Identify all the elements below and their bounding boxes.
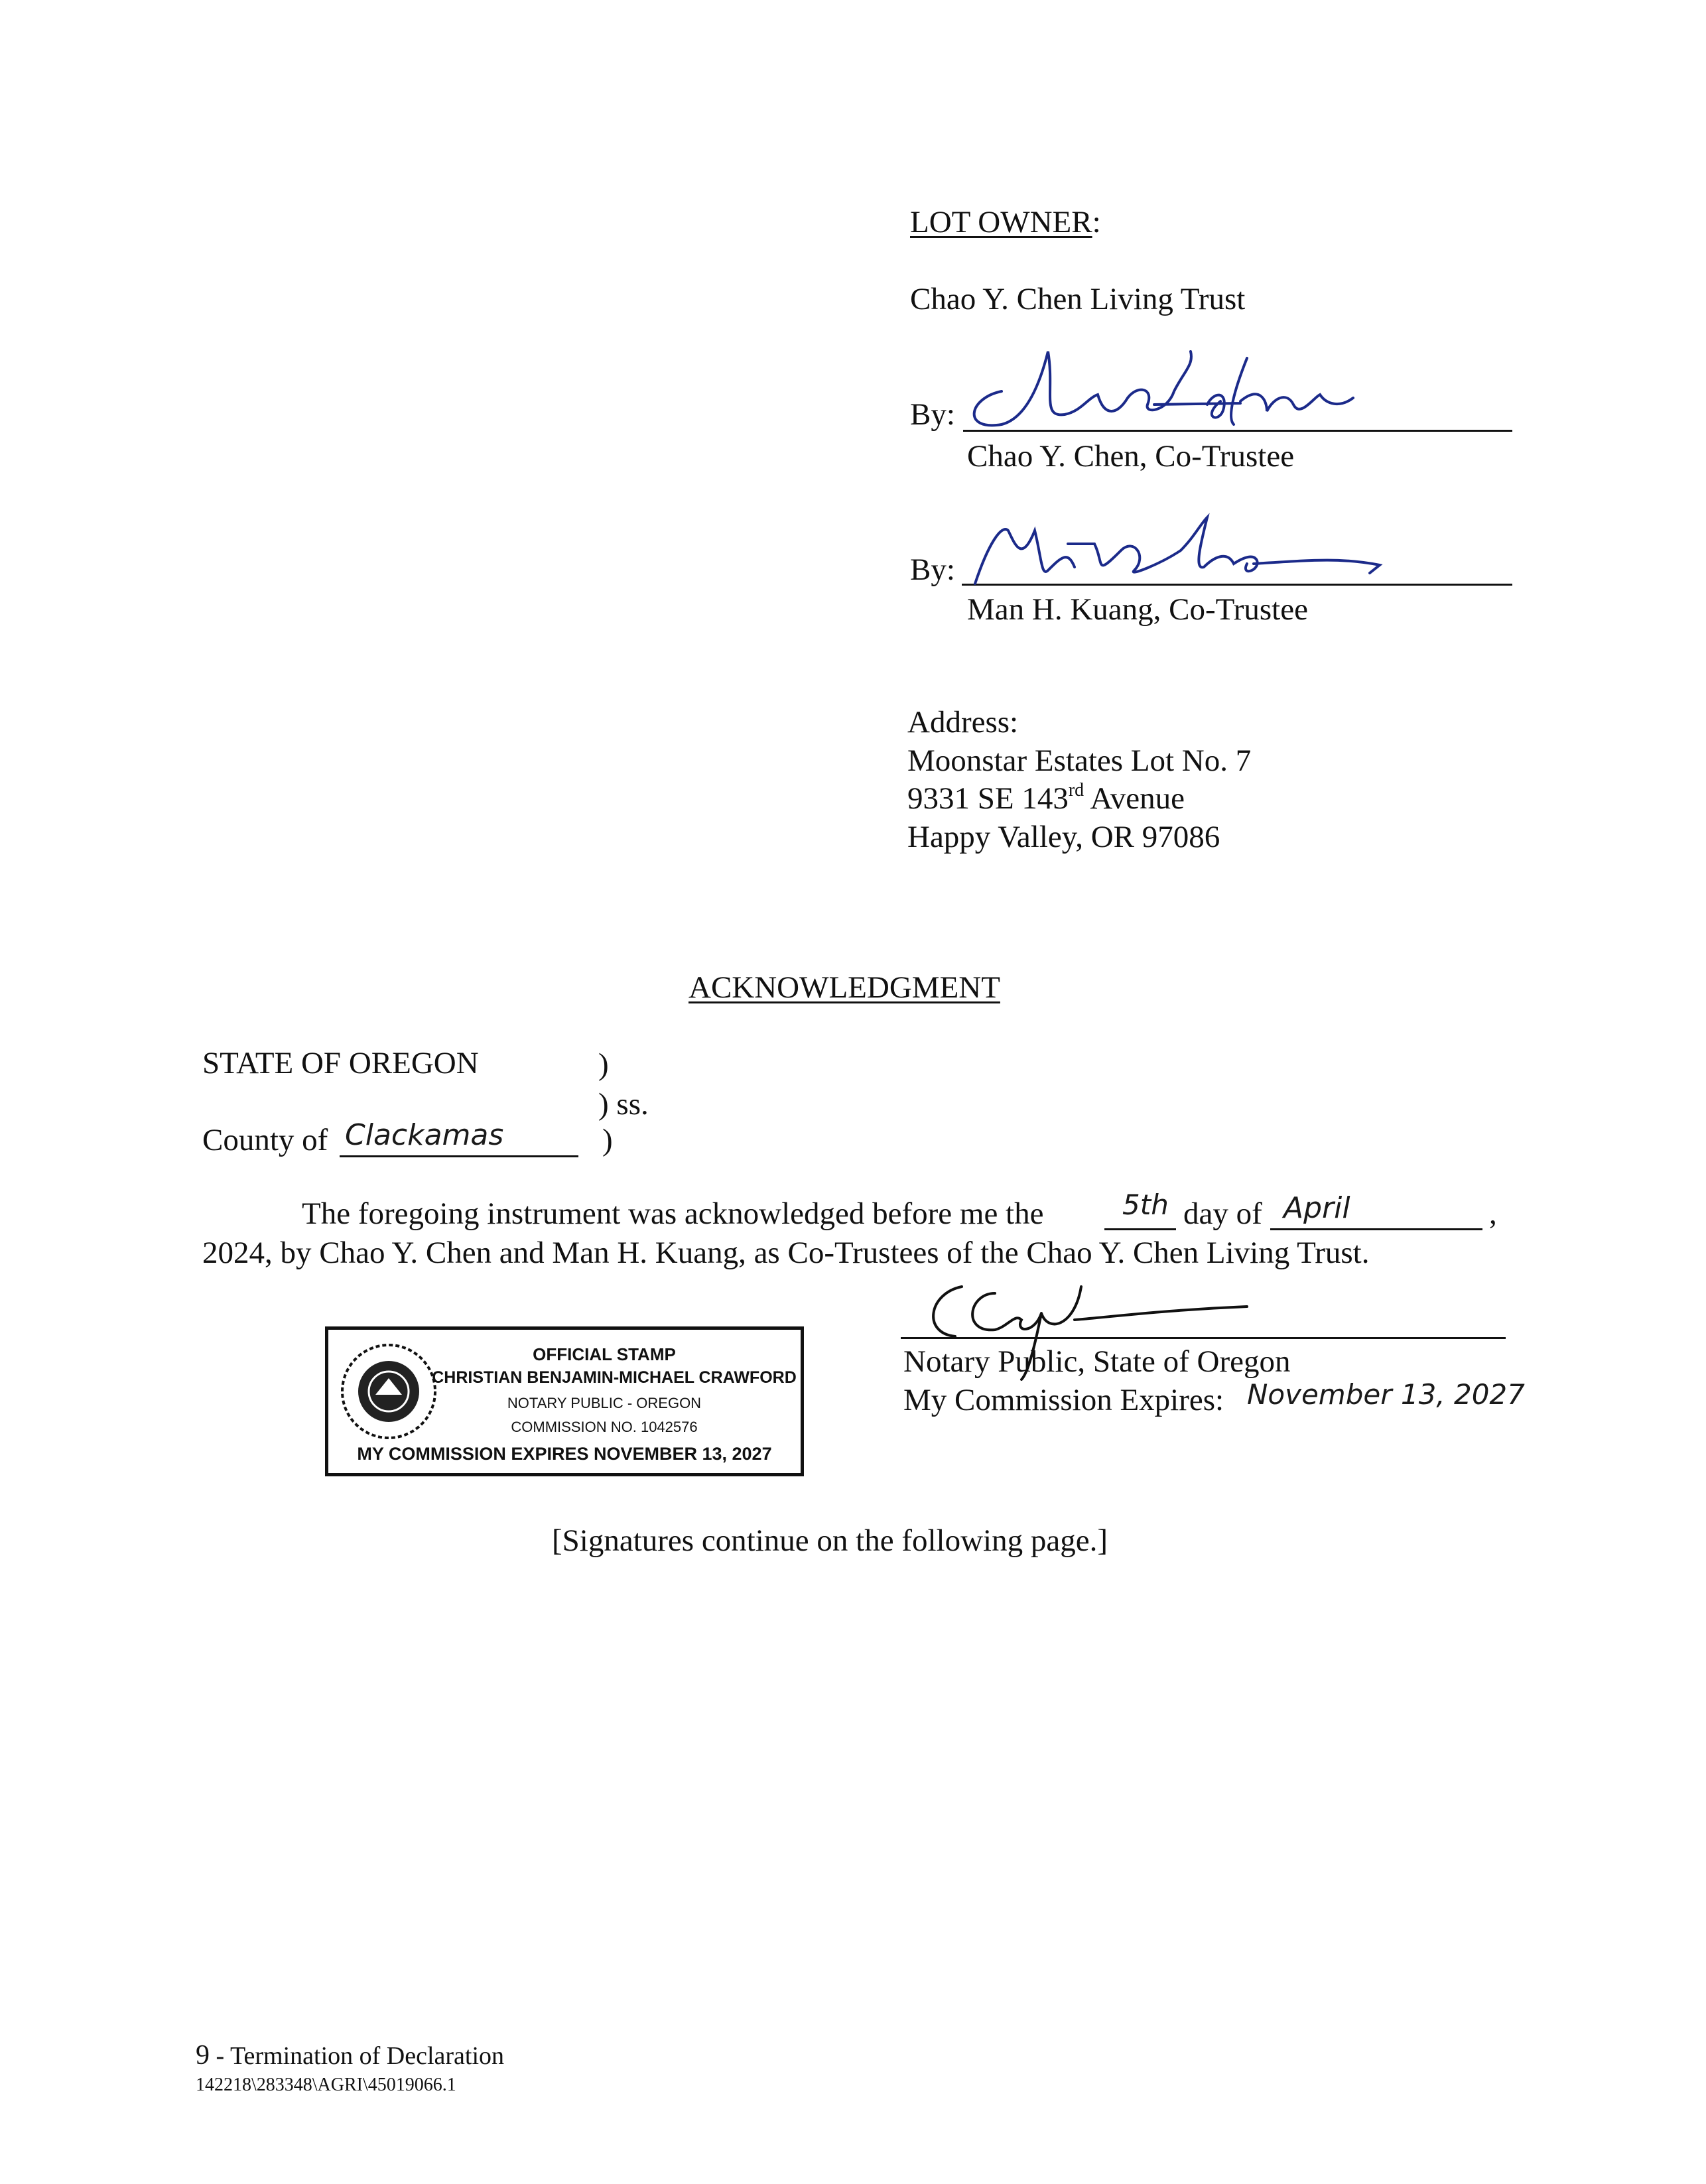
day-of-label: day of [1183,1196,1262,1231]
commission-label: My Commission Expires: [903,1383,1224,1417]
day-line [1104,1228,1176,1230]
address-label: Address: [907,705,1019,739]
trust-name: Chao Y. Chen Living Trust [910,282,1246,316]
stamp-line-1: OFFICIAL STAMP [533,1344,676,1364]
county-value: Clackamas [345,1118,504,1152]
county-line [340,1155,578,1157]
address-line-2 [907,780,1185,816]
month-line [1270,1228,1482,1230]
commission-value: November 13, 2027 [1247,1378,1525,1411]
signer-2-name: Man H. Kuang, Co-Trustee [967,592,1308,627]
ss-label: ) ss. [598,1087,649,1122]
notary-title: Notary Public, State of Oregon [903,1344,1291,1379]
stamp-line-3: NOTARY PUBLIC - OREGON [507,1395,702,1411]
acknowledgment-title: ACKNOWLEDGMENT [689,970,1000,1005]
day-value: 5th [1122,1188,1169,1221]
address-line-3: Happy Valley, OR 97086 [907,820,1220,854]
lot-owner-heading-text: LOT OWNER [910,205,1092,239]
address-line-2-post: Avenue [1084,781,1185,816]
state-paren: ) [598,1047,609,1082]
ack-body-line-1 [302,1198,1043,1230]
state-label: STATE OF OREGON [202,1046,479,1080]
address-line-2-sup: rd [1068,780,1084,801]
by-label-2: By: [910,552,955,587]
notary-signature-line [901,1337,1506,1339]
month-value: April [1283,1191,1350,1225]
month-comma: , [1489,1196,1497,1231]
signer-1-name: Chao Y. Chen, Co-Trustee [967,439,1295,474]
ack-body-line-2: 2024, by Chao Y. Chen and Man H. Kuang, as Co-Trustees of the Chao Y. Chen Living Trust. [202,1236,1370,1270]
footer-page-number: 9 [196,2040,210,2071]
stamp-line-2: CHRISTIAN BENJAMIN-MICHAEL CRAWFORD [432,1368,797,1387]
stamp-line-5: MY COMMISSION EXPIRES NOVEMBER 13, 2027 [357,1444,772,1464]
footer-doc-title: - Termination of Declaration [210,2042,505,2070]
signature-chao-chen [955,338,1380,444]
stamp-line-4: COMMISSION NO. 1042576 [511,1419,698,1435]
footer-doc-id: 142218\283348\AGRI\45019066.1 [196,2075,456,2095]
lot-owner-heading-colon: : [1092,205,1101,239]
address-line-2-pre: 9331 SE 143 [907,781,1069,816]
by-label-1: By: [910,397,955,432]
county-paren: ) [602,1123,613,1157]
footer-title [196,2041,504,2069]
lot-owner-heading [910,207,1101,238]
ack-body-pre: The foregoing instrument was acknowledged before me the [302,1196,1044,1231]
county-label: County of [202,1123,328,1157]
address-line-1: Moonstar Estates Lot No. 7 [907,743,1252,778]
signature-notary [915,1273,1287,1353]
official-notary-stamp [325,1326,804,1476]
continuation-note: [Signatures continue on the following page.] [552,1523,1108,1558]
